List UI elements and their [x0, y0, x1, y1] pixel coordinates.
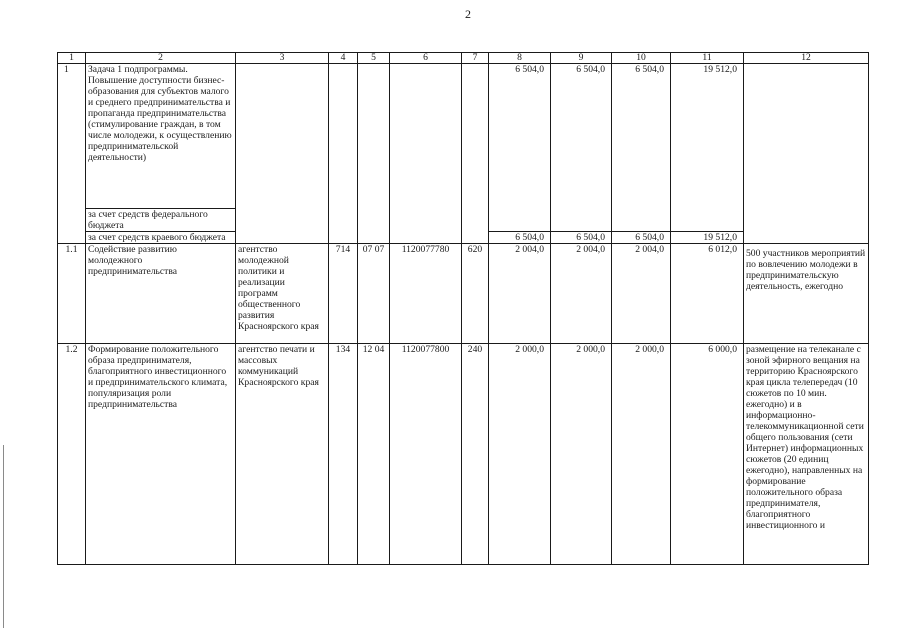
code-cell: 620	[462, 244, 489, 344]
header-cell: 6	[390, 53, 462, 64]
page-number: 2	[465, 7, 471, 21]
code-cell: 134	[329, 344, 358, 565]
row-number: 1.2	[58, 344, 86, 565]
amount-cell: 19 512,0	[671, 232, 744, 244]
amount-cell: 2 000,0	[551, 344, 612, 565]
result-text: 500 участников мероприятий по вовлечению молодежи в предпринимательскую деятельность, ежегодно	[744, 244, 869, 344]
code-cell	[358, 64, 390, 244]
measure-name: Формирование положительного образа предпринимателя, благоприятного инвестиционного и предпринимательского климата, популяризация роли предпринимательства	[86, 344, 236, 565]
agency-name: агентство печати и массовых коммуникаций Красноярского края	[236, 344, 329, 565]
amount-cell: 6 504,0	[551, 64, 612, 209]
header-cell: 2	[86, 53, 236, 64]
header-cell: 4	[329, 53, 358, 64]
amount-cell	[671, 209, 744, 232]
agency-name: агентство молодежной политики и реализации программ общественного развития Красноярского края	[236, 244, 329, 344]
amount-cell: 6 504,0	[612, 232, 671, 244]
header-cell: 7	[462, 53, 489, 64]
amount-cell: 6 504,0	[551, 232, 612, 244]
header-cell: 8	[489, 53, 551, 64]
amount-cell: 2 004,0	[489, 244, 551, 344]
code-cell: 1120077780	[390, 244, 462, 344]
agency-cell	[236, 64, 329, 244]
header-cell: 9	[551, 53, 612, 64]
table-row	[58, 344, 869, 565]
code-cell	[329, 64, 358, 244]
code-cell: 07 07	[358, 244, 390, 344]
result-cell	[744, 64, 869, 244]
result-text: размещение на телеканале с зоной эфирного вещания на территорию Красноярского края цикла телепередач (10 сюжетов по 10 мин. ежегодно) и в информационно-телекоммуникационной сети общего пользования (сети Интернет) информационных сюжетов (20 единиц ежегодно), направленных на формирование положительного образа предпринимателя, благоприятного инвестиционного и	[744, 344, 869, 565]
row-number: 1	[58, 64, 86, 244]
amount-cell: 6 504,0	[612, 64, 671, 209]
amount-cell	[612, 209, 671, 232]
amount-cell	[489, 209, 551, 232]
amount-cell: 6 000,0	[671, 344, 744, 565]
header-cell: 11	[671, 53, 744, 64]
amount-cell: 2 004,0	[551, 244, 612, 344]
code-cell: 12 04	[358, 344, 390, 565]
header-cell: 5	[358, 53, 390, 64]
amount-cell: 6 504,0	[489, 64, 551, 209]
amount-cell: 2 000,0	[489, 344, 551, 565]
table-row	[58, 244, 869, 344]
amount-cell: 6 012,0	[671, 244, 744, 344]
amount-cell: 2 004,0	[612, 244, 671, 344]
measure-name: Содействие развитию молодежного предпринимательства	[86, 244, 236, 344]
header-cell: 3	[236, 53, 329, 64]
code-cell	[462, 64, 489, 244]
task-title: Задача 1 подпрограммы. Повышение доступности бизнес-образования для субъектов малого и среднего предпринимательства и пропаганда предпринимательства (стимулирование граждан, в том числе молодежи, к осуществлению предпринимательской деятельности)	[86, 64, 236, 209]
amount-cell: 6 504,0	[489, 232, 551, 244]
table-row	[58, 64, 869, 209]
header-cell: 12	[744, 53, 869, 64]
amount-cell: 19 512,0	[671, 64, 744, 209]
code-cell: 714	[329, 244, 358, 344]
amount-cell	[551, 209, 612, 232]
funding-source: за счет средств краевого бюджета	[86, 232, 236, 244]
code-cell: 1120077800	[390, 344, 462, 565]
budget-table	[57, 52, 869, 565]
header-cell: 10	[612, 53, 671, 64]
header-row	[58, 53, 869, 64]
code-cell	[390, 64, 462, 244]
code-cell: 240	[462, 344, 489, 565]
header-cell: 1	[58, 53, 86, 64]
row-number: 1.1	[58, 244, 86, 344]
scan-edge-line	[3, 445, 4, 628]
amount-cell: 2 000,0	[612, 344, 671, 565]
funding-source: за счет средств федерального бюджета	[86, 209, 236, 232]
